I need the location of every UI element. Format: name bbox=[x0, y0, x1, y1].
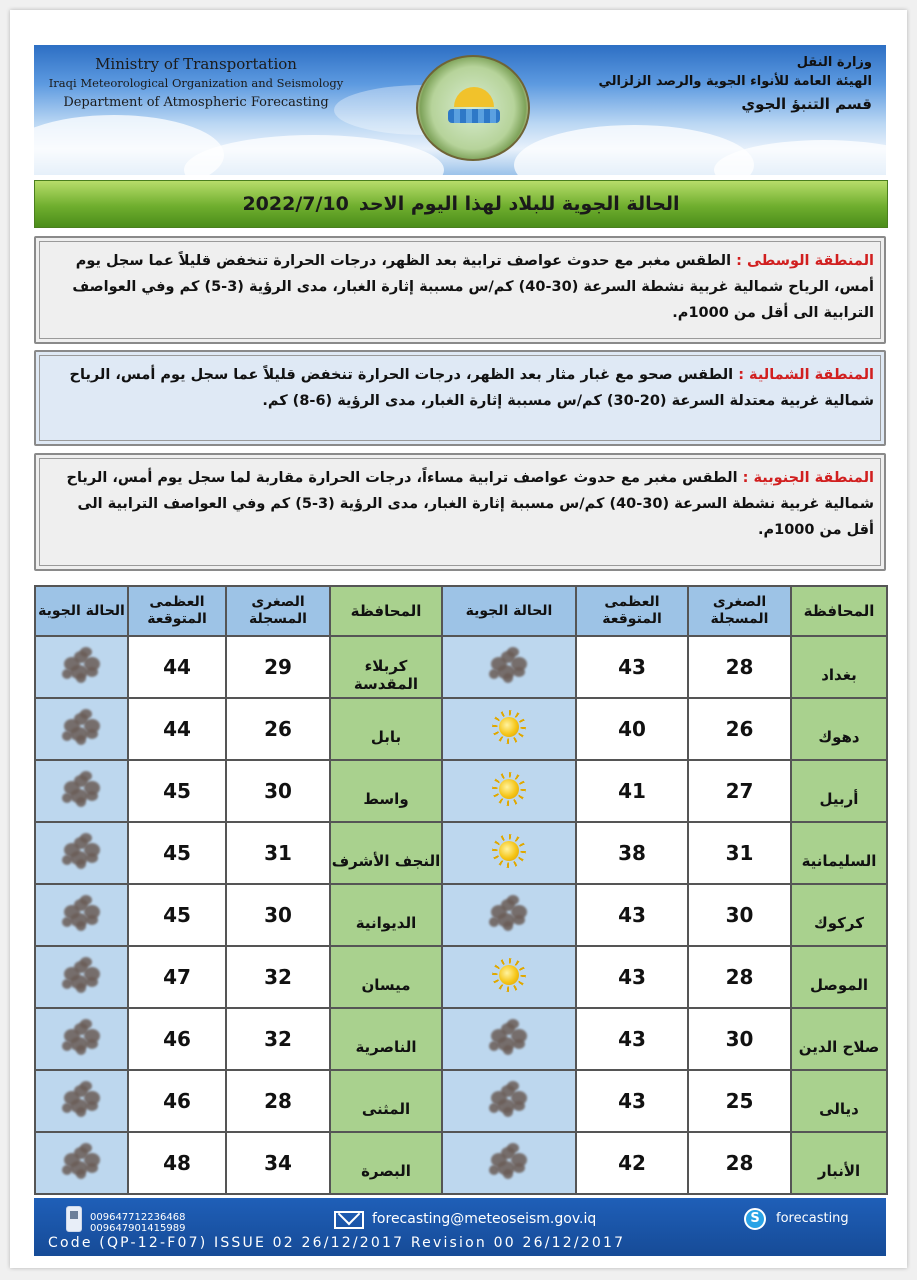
governorate-cell bbox=[791, 884, 887, 946]
footer-bar bbox=[34, 1198, 886, 1256]
document-code-line: Code (QP-12-F07) ISSUE 02 26/12/2017 Revision 00 26/12/2017 bbox=[48, 1235, 626, 1251]
governorate-cell bbox=[330, 1070, 442, 1132]
governorate-label: أربيل bbox=[819, 790, 859, 808]
email-address[interactable]: forecasting@meteoseism.gov.iq bbox=[372, 1211, 597, 1227]
table-row bbox=[35, 698, 887, 760]
max-temp-cell: 38 bbox=[576, 822, 688, 884]
min-temp-cell: 30 bbox=[226, 760, 330, 822]
dust-icon bbox=[60, 1141, 104, 1181]
weather-cell bbox=[442, 636, 576, 698]
max-temp-cell: 40 bbox=[576, 698, 688, 760]
dust-icon bbox=[487, 1079, 531, 1119]
weather-cell bbox=[442, 698, 576, 760]
min-temp-cell: 30 bbox=[688, 884, 791, 946]
organization-logo bbox=[416, 55, 530, 161]
weather-cell bbox=[442, 946, 576, 1008]
governorate-label: البصرة bbox=[361, 1162, 411, 1180]
table-row bbox=[35, 884, 887, 946]
weather-cell bbox=[442, 822, 576, 884]
max-temp-cell: 43 bbox=[576, 946, 688, 1008]
english-org-header bbox=[46, 55, 346, 110]
sun-icon bbox=[492, 710, 526, 744]
sun-icon bbox=[492, 834, 526, 868]
governorate-label: ديالى bbox=[819, 1100, 859, 1118]
min-temp-cell: 30 bbox=[688, 1008, 791, 1070]
governorate-label: ميسان bbox=[361, 976, 411, 994]
table-row bbox=[35, 760, 887, 822]
min-temp-cell: 29 bbox=[226, 636, 330, 698]
governorate-cell bbox=[791, 1008, 887, 1070]
table-row bbox=[35, 822, 887, 884]
dust-icon bbox=[60, 955, 104, 995]
min-temp-cell: 30 bbox=[226, 884, 330, 946]
department-name-ar: قسم التنبؤ الجوي bbox=[741, 95, 872, 113]
weather-cell bbox=[442, 760, 576, 822]
region-name: المنطقة الوسطى : bbox=[736, 253, 874, 269]
ministry-name-en: Ministry of Transportation bbox=[95, 55, 297, 73]
weather-cell bbox=[35, 1070, 128, 1132]
skype-icon: S bbox=[744, 1208, 766, 1230]
governorate-label: الموصل bbox=[809, 976, 869, 994]
weather-cell bbox=[35, 760, 128, 822]
skype-handle[interactable]: forecasting bbox=[776, 1211, 849, 1226]
governorate-cell bbox=[791, 946, 887, 1008]
weather-cell bbox=[442, 1070, 576, 1132]
governorate-cell bbox=[791, 636, 887, 698]
min-temp-cell: 34 bbox=[226, 1132, 330, 1194]
governorate-cell bbox=[791, 822, 887, 884]
dust-icon bbox=[60, 769, 104, 809]
governorate-label: كركوك bbox=[814, 914, 864, 932]
region-north bbox=[34, 350, 886, 446]
weather-cell bbox=[35, 636, 128, 698]
organization-name-ar: الهيئة العامة للأنواء الجوية والرصد الزلزالي bbox=[598, 74, 872, 89]
region-south bbox=[34, 453, 886, 571]
governorate-cell bbox=[330, 760, 442, 822]
table-row bbox=[35, 1132, 887, 1194]
governorate-cell bbox=[330, 1132, 442, 1194]
max-temp-cell: 43 bbox=[576, 884, 688, 946]
dust-icon bbox=[60, 1017, 104, 1057]
dust-icon bbox=[487, 645, 531, 685]
region-central bbox=[34, 236, 886, 344]
governorate-label: بغداد bbox=[821, 666, 857, 684]
governorate-label: السليمانية bbox=[801, 852, 877, 870]
header-governorate: المحافظة bbox=[791, 586, 887, 636]
dust-icon bbox=[60, 645, 104, 685]
min-temp-cell: 27 bbox=[688, 760, 791, 822]
max-temp-cell: 43 bbox=[576, 636, 688, 698]
region-name: المنطقة الشمالية : bbox=[738, 367, 874, 383]
weather-cell bbox=[35, 1008, 128, 1070]
min-temp-cell: 25 bbox=[688, 1070, 791, 1132]
min-temp-cell: 28 bbox=[226, 1070, 330, 1132]
sun-icon bbox=[492, 772, 526, 806]
region-forecast-text: الطقس مغبر مع حدوث عواصف ترابية مساءاً، درجات الحرارة مقاربة لما سجل يوم أمس، الرياح شمالية غربية نشطة السرعة (30-40) كم/س مسببة إثارة الغبار، مدى الرؤية (3-5) كم وفي العواصف الترابية الى أقل من 1000م. bbox=[66, 470, 874, 538]
table-row bbox=[35, 1008, 887, 1070]
report-title: الحالة الجوية للبلاد لهذا اليوم الاحد bbox=[358, 193, 680, 215]
min-temp-cell: 32 bbox=[226, 946, 330, 1008]
governorate-label: النجف الأشرف bbox=[331, 852, 441, 870]
weather-cell bbox=[442, 1132, 576, 1194]
header-min-recorded: الصغرى المسجلة bbox=[688, 586, 791, 636]
governorate-label: الديوانية bbox=[355, 914, 417, 932]
phone-icon bbox=[66, 1206, 82, 1232]
governorate-cell bbox=[330, 698, 442, 760]
dust-icon bbox=[60, 893, 104, 933]
report-date: 2022/7/10 bbox=[242, 193, 349, 215]
header-weather: الحالة الجوية bbox=[442, 586, 576, 636]
dust-icon bbox=[60, 831, 104, 871]
phone-numbers bbox=[90, 1212, 185, 1234]
header-weather: الحالة الجوية bbox=[35, 586, 128, 636]
governorate-cell bbox=[330, 822, 442, 884]
governorate-label: الأنبار bbox=[817, 1162, 861, 1180]
dust-icon bbox=[487, 1141, 531, 1181]
governorate-label: الناصرية bbox=[355, 1038, 417, 1056]
max-temp-cell: 43 bbox=[576, 1008, 688, 1070]
region-forecast-text: الطقس صحو مع غبار مثار بعد الظهر، درجات الحرارة تنخفض قليلاً عما سجل يوم أمس، الرياح شمالية غربية معتدلة السرعة (20-30) كم/س مسببة إثارة الغبار، مدى الرؤية (6-8) كم. bbox=[69, 367, 874, 409]
arabic-org-header bbox=[592, 55, 872, 113]
table-header-row bbox=[35, 586, 887, 636]
governorate-cell bbox=[791, 1132, 887, 1194]
min-temp-cell: 28 bbox=[688, 1132, 791, 1194]
governorate-label: دهوك bbox=[818, 728, 860, 746]
weather-cell bbox=[35, 698, 128, 760]
max-temp-cell: 45 bbox=[128, 884, 226, 946]
header-max-expected: العظمى المتوقعة bbox=[128, 586, 226, 636]
department-name-en: Department of Atmospheric Forecasting bbox=[63, 95, 329, 110]
max-temp-cell: 47 bbox=[128, 946, 226, 1008]
dust-icon bbox=[60, 707, 104, 747]
ministry-name-ar: وزارة النقل bbox=[796, 55, 872, 70]
table-row bbox=[35, 636, 887, 698]
governorate-cell bbox=[791, 1070, 887, 1132]
weather-cell bbox=[35, 884, 128, 946]
header-governorate: المحافظة bbox=[330, 586, 442, 636]
temperature-table bbox=[34, 585, 888, 1195]
phone-number: 009647901415989 bbox=[90, 1223, 186, 1234]
max-temp-cell: 46 bbox=[128, 1008, 226, 1070]
weather-cell bbox=[35, 1132, 128, 1194]
min-temp-cell: 32 bbox=[226, 1008, 330, 1070]
min-temp-cell: 28 bbox=[688, 636, 791, 698]
governorate-cell bbox=[330, 884, 442, 946]
max-temp-cell: 44 bbox=[128, 636, 226, 698]
max-temp-cell: 42 bbox=[576, 1132, 688, 1194]
governorate-label: بابل bbox=[370, 728, 402, 746]
dust-icon bbox=[487, 1017, 531, 1057]
max-temp-cell: 45 bbox=[128, 822, 226, 884]
header-banner bbox=[34, 45, 886, 175]
max-temp-cell: 41 bbox=[576, 760, 688, 822]
governorate-label: كربلاء المقدسة bbox=[353, 657, 419, 693]
dust-icon bbox=[60, 1079, 104, 1119]
max-temp-cell: 44 bbox=[128, 698, 226, 760]
logo-waves-icon bbox=[448, 109, 500, 123]
max-temp-cell: 45 bbox=[128, 760, 226, 822]
min-temp-cell: 26 bbox=[688, 698, 791, 760]
table-row bbox=[35, 1070, 887, 1132]
table-row bbox=[35, 946, 887, 1008]
max-temp-cell: 46 bbox=[128, 1070, 226, 1132]
header-max-expected: العظمى المتوقعة bbox=[576, 586, 688, 636]
dust-icon bbox=[487, 893, 531, 933]
logo-sun-icon bbox=[454, 87, 494, 107]
governorate-label: واسط bbox=[363, 790, 409, 808]
weather-cell bbox=[442, 884, 576, 946]
weather-cell bbox=[35, 822, 128, 884]
max-temp-cell: 43 bbox=[576, 1070, 688, 1132]
mail-icon bbox=[334, 1211, 364, 1229]
governorate-cell bbox=[330, 636, 442, 698]
region-name: المنطقة الجنوبية : bbox=[742, 470, 874, 486]
region-forecast-text: الطقس مغبر مع حدوث عواصف ترابية بعد الظهر، درجات الحرارة تنخفض قليلاً عما سجل يوم أمس، الرياح شمالية غربية نشطة السرعة (30-40) كم/س مسببة إثارة الغبار، مدى الرؤية (3-5) كم وفي العواصف الترابية الى أقل من 1000م. bbox=[72, 253, 874, 321]
governorate-cell bbox=[330, 946, 442, 1008]
sun-icon bbox=[492, 958, 526, 992]
report-title-bar bbox=[34, 180, 888, 228]
header-min-recorded: الصغرى المسجلة bbox=[226, 586, 330, 636]
min-temp-cell: 31 bbox=[688, 822, 791, 884]
min-temp-cell: 31 bbox=[226, 822, 330, 884]
organization-name-en: Iraqi Meteorological Organization and Seismology bbox=[48, 76, 344, 90]
governorate-label: صلاح الدين bbox=[798, 1038, 880, 1056]
min-temp-cell: 26 bbox=[226, 698, 330, 760]
governorate-cell bbox=[791, 760, 887, 822]
governorate-cell bbox=[791, 698, 887, 760]
max-temp-cell: 48 bbox=[128, 1132, 226, 1194]
weather-cell bbox=[35, 946, 128, 1008]
weather-cell bbox=[442, 1008, 576, 1070]
min-temp-cell: 28 bbox=[688, 946, 791, 1008]
phone-number: 009647712236468 bbox=[90, 1212, 186, 1223]
governorate-label: المثنى bbox=[361, 1100, 411, 1118]
governorate-cell bbox=[330, 1008, 442, 1070]
